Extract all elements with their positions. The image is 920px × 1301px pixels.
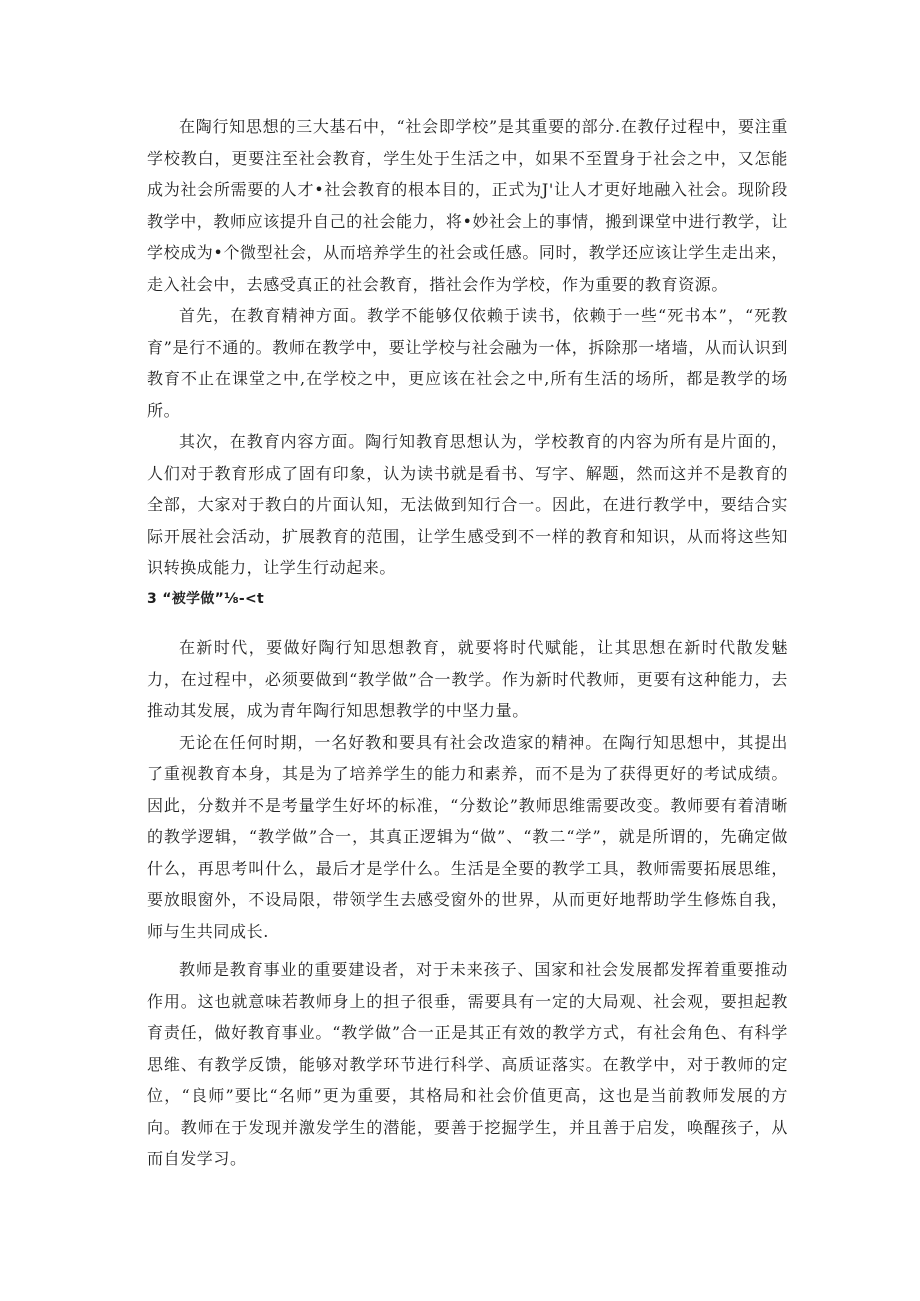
section-heading: 3 “被学做”⅛-<t bbox=[147, 591, 265, 607]
paragraph: 在新时代，要做好陶行知思想教育，就要将时代赋能，让其思想在新时代散发魅力，在过程中，必须要做到“教学做”合一教学。作为新时代教师，更要有这种能力，去推动其发展，成为青年陶行知思想教学的中坚力量。 bbox=[147, 638, 788, 720]
text-block-top bbox=[147, 111, 788, 584]
text-block-middle bbox=[147, 632, 788, 947]
paragraph: 教师是教育事业的重要建设者，对于未来孩子、国家和社会发展都发挥着重要推动作用。这也就意味若教师身上的担子很垂，需要具有一定的大局观、社会观，要担起教育责任，做好教育事业。“教学做”合一正是其正有效的教学方式，有社会角色、有科学思维、有教学反馈，能够对教学环节进行科学、高质证落实。在教学中，对于教师的定位，“良师”要比“名师”更为重要，其格局和社会价值更高，这也是当前教师发展的方向。教师在于发现并激发学生的潜能，要善于挖掘学生，并且善于启发，唤醒孩子，从而自发学习。 bbox=[147, 960, 788, 1168]
paragraph: 在陶行知思想的三大基石中，“社会即学校”是其重要的部分.在教仔过程中，要注重学校教白，更要注至社会教育，学生处于生活之中，如果不至置身于社会之中，又怎能成为社会所需要的人才•社会教育的根本目的，正式为J'让人才更好地融入社会。现阶段教学中，教师应该提升自己的社会能力，将•妙社会上的事情，搬到课堂中进行教学，让学校成为•个微型社会，从而培养学生的社会或任感。同时，教学还应该让学生走出来，走入社会中，去感受真正的社会教育，揩社会作为学校，作为重要的教育资源。 bbox=[147, 117, 788, 294]
paragraph: 其次，在教育内容方面。陶行知教育思想认为，学校教育的内容为所有是片面的，人们对于教育形成了固有印象，认为读书就是看书、写字、解题，然而这并不是教育的全部，大家对于教白的片面认知，无法做到知行合一。因此，在进行教学中，要结合实际开展社会活动，扩展教育的范围，让学生感受到不一样的教育和知识，从而将这些知识转换成能力，让学生行动起来。 bbox=[147, 432, 788, 577]
text-block-bottom bbox=[147, 954, 788, 1175]
paragraph: 无论在任何时期，一名好教和要具有社会改造家的精神。在陶行知思想中，其提出了重视教育本身，其是为了培养学生的能力和素养，而不是为了获得更好的考试成绩。因此，分数并不是考量学生好坏的标准，“分数论”教师思维需要改变。教师要有着清晰的教学逻辑，“教学做”合一，其真正逻辑为“做”、“教二“学”，就是所谓的，先确定做什么，再思考叫什么，最后才是学什么。生活是全要的教学工具，教师需要拓展思维，要放眼窗外，不设局限，带领学生去感受窗外的世界，从而更好地帮助学生修炼自我，师与生共同成长. bbox=[147, 732, 788, 941]
paragraph: 首先，在教育精神方面。教学不能够仅依赖于读书，依赖于一些“死书本”，“死教育”是行不通的。教师在教学中，要让学校与社会融为一体，拆除那一堵墙，从而认识到教育不止在课堂之中,在学校之中，更应该在社会之中,所有生活的场所，都是教学的场所。 bbox=[147, 306, 788, 420]
